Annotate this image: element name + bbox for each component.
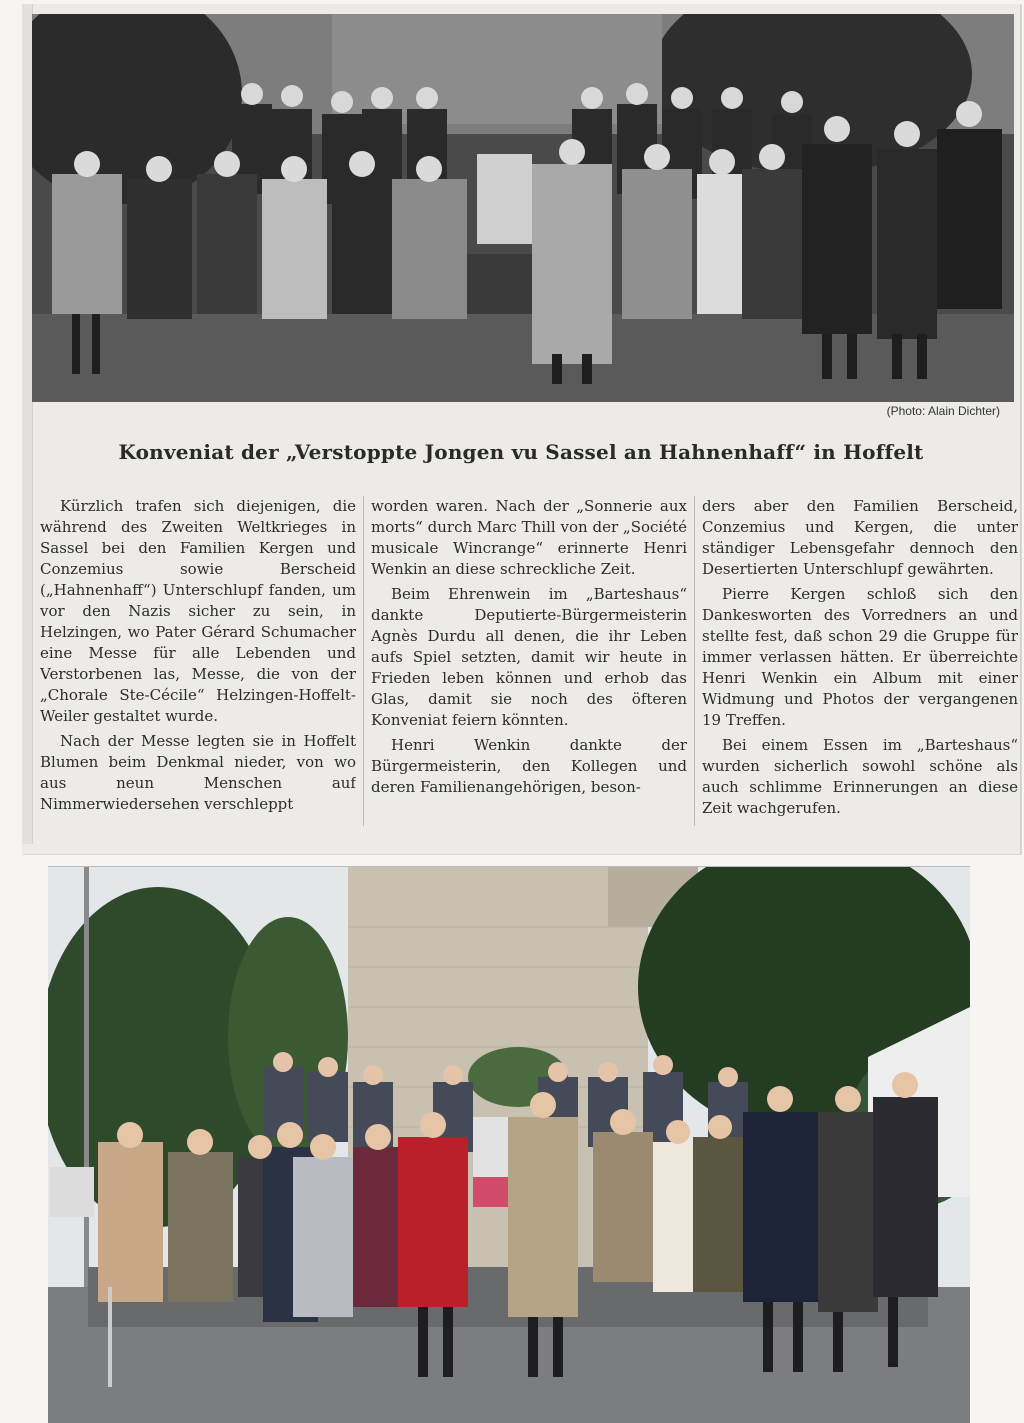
column-divider [363, 496, 364, 826]
paragraph: Nach der Messe legten sie in Hoffelt Blumen beim Denkmal nieder, von wo aus neun Menschen auf Nimmerwiedersehen verschleppt [40, 732, 356, 813]
article-body [40, 496, 1020, 826]
article-column-3 [702, 496, 1018, 826]
paragraph: worden waren. Nach der „Sonnerie aux morts“ durch Marc Thill von der „Société musicale Wincrange“ erinnerte Henri Wenkin an diese schreckliche Zeit. [371, 497, 687, 578]
paragraph: Bei einem Essen im „Barteshaus“ wurden sicherlich sowohl schöne als auch schlimme Erinnerungen an diese Zeit wachgerufen. [702, 736, 1018, 817]
group-photo-newspaper [32, 14, 1014, 402]
newspaper-clipping [22, 4, 1021, 854]
article-column-1 [40, 496, 356, 826]
paragraph: Henri Wenkin dankte der Bürgermeisterin, den Kollegen und deren Familienangehörigen, beson- [371, 736, 687, 796]
paragraph: ders aber den Familien Berscheid, Conzemius und Kergen, die unter ständiger Lebensgefahr dennoch den Desertierten Unterschlupf gewährten. [702, 497, 1018, 578]
photo-credit: (Photo: Alain Dichter) [886, 404, 1000, 418]
article-column-2 [371, 496, 687, 826]
group-photo-color [48, 866, 970, 1423]
article-headline: Konveniat der „Verstoppte Jongen vu Sassel an Hahnenhaff“ in Hoffelt [118, 440, 924, 464]
paragraph: Kürzlich trafen sich diejenigen, die während des Zweiten Weltkrieges in Sassel bei den Familien Kergen und Conzemius sowie Berscheid („Hahnenhaff“) Unterschlupf fanden, um vor den Nazis sicher zu sein, in Helzingen, wo Pater Gérard Schumacher eine Messe für alle Lebenden und Verstorbenen las, Messe, die von der „Chorale Ste-Cécile“ Helzingen-Hoffelt-Weiler gestaltet wurde. [40, 497, 356, 725]
column-divider [694, 496, 695, 826]
paragraph: Beim Ehrenwein im „Barteshaus“ dankte Deputierte-Bürgermeisterin Agnès Durdu all denen, die ihr Leben aufs Spiel setzten, damit wir heute in Frieden leben können und erhob das Glas, damit sie noch des öfteren Konveniat feiern könnten. [371, 585, 687, 729]
paragraph: Pierre Kergen schloß sich den Dankesworten des Vorredners an und stellte fest, daß schon 29 die Gruppe für immer verlassen hätten. Er überreichte Henri Wenkin ein Album mit einer Widmung und Photos der vergangenen 19 Treffen. [702, 585, 1018, 729]
